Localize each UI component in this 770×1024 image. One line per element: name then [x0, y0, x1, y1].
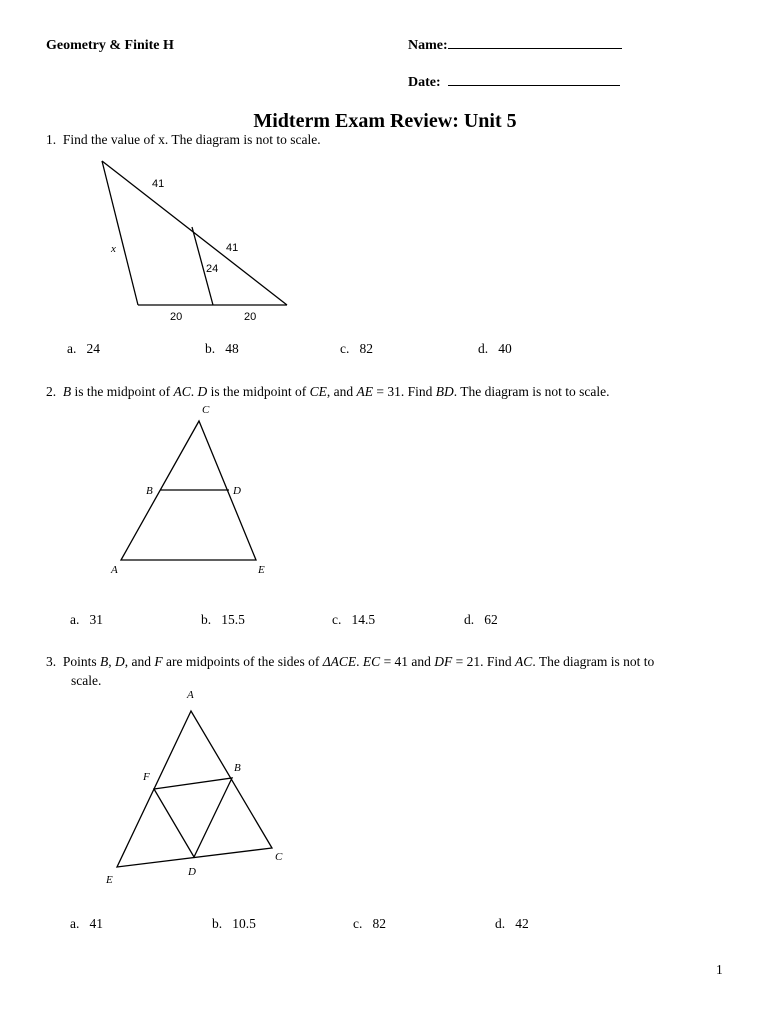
q2-label-e: E [258, 564, 265, 576]
q2-choice-c[interactable]: c. 14.5 [332, 612, 376, 627]
date-label: Date: [408, 75, 441, 90]
q1-label-base-right: 20 [244, 311, 257, 323]
q3-label-d: D [188, 866, 196, 878]
question-1-text: Find the value of x. The diagram is not to scale. [62, 132, 321, 147]
q3-label-c: C [275, 851, 283, 863]
q3-triangle-ace [117, 711, 272, 867]
question-2: 2. B is the midpoint of AC. D is the midpoint of CE, and AE = 31. Find BD. The diagram is not to scale. [46, 384, 610, 399]
q3-label-e: E [106, 874, 113, 886]
q3-choice-b[interactable]: b. 10.5 [212, 916, 256, 931]
q1-choice-b[interactable]: b. 48 [205, 341, 239, 356]
q1-hypotenuse [102, 161, 287, 305]
course-name: Geometry & Finite H [46, 38, 174, 53]
page-title: Midterm Exam Review: Unit 5 [253, 110, 517, 132]
q3-choice-a[interactable]: a. 41 [70, 916, 103, 931]
q1-choice-a[interactable]: a. 24 [67, 341, 100, 356]
question-3-number: 3. [46, 654, 57, 669]
q3-label-b: B [234, 762, 241, 774]
q3-label-a: A [187, 689, 194, 701]
question-1-number: 1. [46, 132, 57, 147]
q2-label-c: C [202, 404, 210, 416]
q2-choice-d[interactable]: d. 62 [464, 612, 498, 627]
q1-label-middle: 24 [206, 263, 219, 275]
q1-label-top-side: 41 [152, 178, 165, 190]
q3-choice-c[interactable]: c. 82 [353, 916, 386, 931]
q3-medial-triangle [154, 778, 232, 857]
q2-choice-b[interactable]: b. 15.5 [201, 612, 245, 627]
q1-choice-d[interactable]: d. 40 [478, 341, 512, 356]
q1-label-right-side: 41 [226, 242, 239, 254]
page-number: 1 [716, 962, 723, 977]
question-3-diagram [117, 711, 272, 867]
q1-choice-c[interactable]: c. 82 [340, 341, 373, 356]
q2-label-b: B [146, 485, 153, 497]
q1-label-x: x [111, 243, 116, 255]
q2-label-a: A [111, 564, 118, 576]
question-1-diagram [102, 161, 287, 305]
q3-choice-d[interactable]: d. 42 [495, 916, 529, 931]
q3-label-f: F [143, 771, 150, 783]
question-3-line2: scale. [71, 673, 102, 688]
q1-label-base-left: 20 [170, 311, 183, 323]
q2-choice-a[interactable]: a. 31 [70, 612, 103, 627]
question-3: 3. Points B, D, and F are midpoints of the sides of ΔACE. EC = 41 and DF = 21. Find AC. The diagram is not to [46, 654, 655, 669]
name-label: Name: [408, 38, 448, 53]
question-2-number: 2. [46, 384, 57, 399]
q1-left-side [102, 161, 138, 305]
q2-label-d: D [233, 485, 241, 497]
